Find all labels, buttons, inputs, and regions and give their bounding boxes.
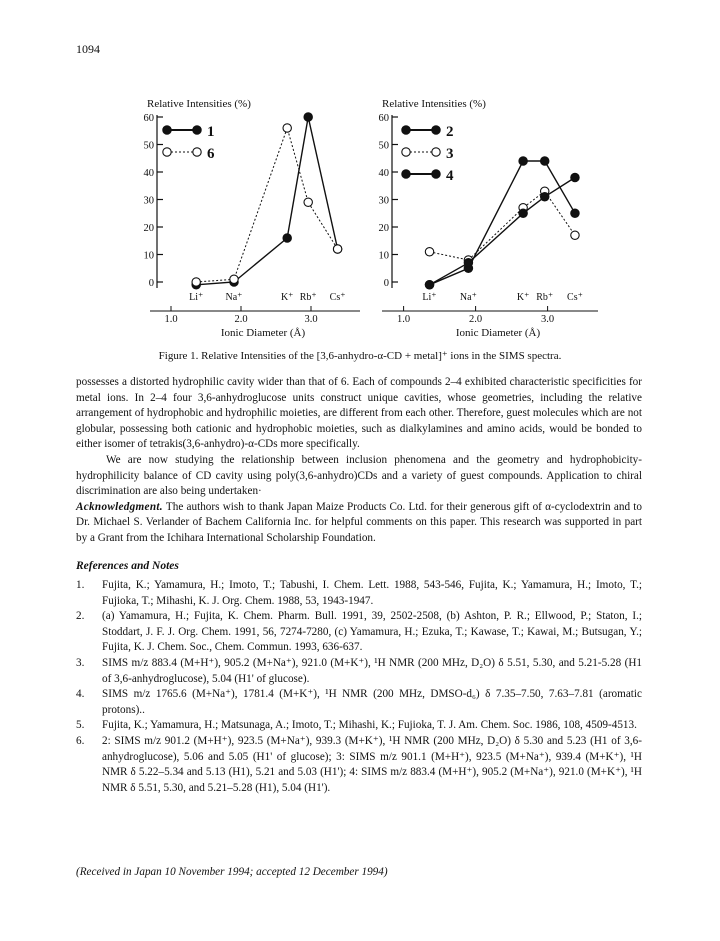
y-tick-label: 60 — [378, 113, 389, 124]
reference-text: SIMS m/z 883.4 (M+H⁺), 905.2 (M+Na⁺), 921.0 (M+K⁺), ¹H NMR (200 MHz, D₂O) δ 5.51, 5.30, and 5.21-5.28 (H1 of 3,6-anhydroglucose), 5.04 (H1' of glucose). — [102, 656, 642, 685]
figure-1 — [0, 0, 720, 370]
y-axis-label: Relative Intensities (%) — [147, 98, 251, 110]
data-point — [230, 275, 238, 283]
reference-item — [76, 718, 642, 734]
data-point — [571, 209, 579, 217]
y-tick-label: 40 — [143, 168, 154, 179]
x-tick-label: 3.0 — [304, 314, 318, 325]
legend-marker — [163, 126, 171, 134]
data-point — [304, 198, 312, 206]
references-list — [76, 578, 642, 796]
legend-label: 4 — [446, 168, 454, 184]
data-point — [333, 245, 341, 253]
x-axis-label: Ionic Diameter (Å) — [455, 327, 541, 339]
acknowledgment-text: The authors wish to thank Japan Maize Products Co. Ltd. for their generous gift of α-cyclodextrin and to Dr. Michael S. Verlander of Bachem California Inc. for helpful comments on this paper. This research was supported in part by a Grant from the Ichihara International Scholarship Foundation. — [76, 500, 642, 544]
y-tick-label: 10 — [143, 250, 154, 262]
reference-item — [76, 687, 642, 718]
cation-label: Na⁺ — [225, 292, 243, 303]
references-title: References and Notes — [76, 560, 179, 572]
reference-text: Fujita, K.; Yamamura, H.; Matsunaga, A.; Imoto, T.; Mihashi, K.; Fujioka, T. J. Am. Chem. Soc. 1986, 108, 4509-4513. — [102, 719, 637, 732]
cation-label: Rb⁺ — [299, 292, 317, 303]
reference-item — [76, 734, 642, 796]
y-axis-label: Relative Intensities (%) — [382, 98, 486, 110]
y-tick-label: 40 — [378, 168, 389, 179]
data-point — [425, 248, 433, 256]
reference-text: 2: SIMS m/z 901.2 (M+H⁺), 923.5 (M+Na⁺), 939.3 (M+K⁺), ¹H NMR (200 MHz, D₂O) δ 5.30 and 5.23 (H1 of 3,6-anhydroglucose), 5.06 and 5.05 (H1' of glucose); 3: SIMS m/z 901.1 (M+H⁺), 923.5 (M+Na⁺), 939.4 (M+K⁺), ¹H NMR δ 5.22–5.34 and 5.13 (H1), 5.21 and 5.03 (H1'); 4: SIMS m/z 883.4 (M+H⁺), 905.2 (M+Na⁺), 921.0 (M+K⁺), ¹H NMR δ 5.51, 5.30, and 5.21–5.28 (H1), 5.04 (H1'). — [102, 734, 642, 794]
reference-number: 5. — [76, 719, 85, 732]
cation-label: K⁺ — [280, 292, 294, 303]
reference-number: 1. — [76, 579, 85, 591]
legend-marker — [432, 148, 440, 156]
y-tick-label: 50 — [378, 140, 389, 152]
legend-marker — [432, 170, 440, 178]
x-tick-label: 2.0 — [234, 314, 248, 325]
data-point — [519, 209, 527, 217]
cation-label: Li⁺ — [189, 292, 204, 303]
legend-marker — [193, 126, 201, 134]
figure-caption: Figure 1. Relative Intensities of the [3,6-anhydro-α-CD + metal]⁺ ions in the SIMS spectra. — [158, 350, 562, 362]
data-point — [283, 124, 291, 132]
legend-marker — [402, 126, 410, 134]
cation-label: Cs⁺ — [329, 292, 346, 303]
x-axis-label: Ionic Diameter (Å) — [220, 327, 306, 339]
y-tick-label: 30 — [143, 195, 154, 207]
cation-label: K⁺ — [516, 292, 530, 303]
legend-marker — [193, 148, 201, 156]
legend-marker — [402, 148, 410, 156]
legend-marker — [163, 148, 171, 156]
x-tick-label: 2.0 — [469, 314, 483, 325]
paragraph: We are now studying the relationship between inclusion phenomena and the geometry and hydrophobicity-hydrophilicity balance of CD cavity using poly(3,6-anhydro)CDs and a variety of guest compounds. Application to chiral discrimination are also being undertaken· — [76, 453, 642, 498]
acknowledgment-title: Acknowledgment. — [76, 500, 163, 513]
reference-number: 2. — [76, 610, 85, 623]
reference-item — [76, 578, 642, 609]
data-point — [304, 113, 312, 121]
y-tick-label: 20 — [378, 223, 389, 234]
x-tick-label: 3.0 — [541, 314, 555, 325]
legend-label: 2 — [446, 124, 454, 140]
y-tick-label: 20 — [143, 223, 154, 234]
cation-label: Cs⁺ — [567, 292, 583, 303]
y-tick-label: 0 — [148, 278, 154, 289]
reference-number: 6. — [76, 734, 85, 747]
data-point — [192, 278, 200, 286]
data-point — [541, 193, 549, 201]
acknowledgment — [76, 500, 642, 547]
reference-number: 4. — [76, 688, 85, 701]
y-tick-label: 60 — [143, 113, 154, 124]
data-point — [541, 157, 549, 165]
cation-label: Li⁺ — [422, 292, 437, 303]
cation-label: Na⁺ — [459, 292, 477, 303]
data-point — [464, 259, 472, 267]
data-point — [425, 281, 433, 289]
legend-label: 6 — [207, 146, 215, 162]
y-tick-label: 10 — [378, 250, 389, 262]
x-tick-label: 1.0 — [164, 314, 178, 325]
cation-label: Rb⁺ — [536, 292, 554, 303]
data-point — [571, 231, 579, 239]
legend-label: 1 — [207, 124, 215, 140]
page-number: 1094 — [76, 42, 100, 56]
paragraph: possesses a distorted hydrophilic cavity wider than that of 6. Each of compounds 2–4 exhibited characteristic specificities for metal ions. In 2–4 four 3,6-anhydroglucose units construct unique cavities, whose geometries, including the relative arrangement of hydrophobic and hydrophilic moieties, are different from each other. Therefore, guest molecules which are not globular, possessing both cationic and hydrophobic moieties, such as dialkylamines and amino acids, would be bonded to either isomer of tetrakis(3,6-anhydro)-α-CDs more specifically. — [76, 376, 642, 451]
body-text — [76, 375, 642, 547]
y-tick-label: 30 — [378, 195, 389, 207]
x-tick-label: 1.0 — [397, 314, 411, 325]
y-tick-label: 50 — [143, 140, 154, 152]
legend-label: 3 — [446, 146, 454, 162]
data-point — [519, 157, 527, 165]
data-point — [571, 173, 579, 181]
reference-item — [76, 609, 642, 656]
legend-marker — [402, 170, 410, 178]
data-point — [283, 234, 291, 242]
reference-item — [76, 656, 642, 687]
series-line-1 — [196, 117, 337, 285]
legend-marker — [432, 126, 440, 134]
reference-text: (a) Yamamura, H.; Fujita, K. Chem. Pharm. Bull. 1991, 39, 2502-2508, (b) Ashton, P. R.; Ellwood, P.; Staton, I.; Stoddart, J. F. J. Org. Chem. 1991, 56, 7274-7280, (c) Yamamura, H.; Ezuka, T.; Kawase, T.; Kawai, M.; Butsugan, Y.; Fujita, K. J. Chem. Soc., Chem. Commun. 1993, 636-637. — [102, 610, 642, 654]
y-tick-label: 0 — [383, 278, 389, 289]
reference-text: SIMS m/z 1765.6 (M+Na⁺), 1781.4 (M+K⁺), ¹H NMR (200 MHz, DMSO-d₆) δ 7.35–7.50, 7.63–7.81 (aromatic protons).. — [102, 688, 642, 716]
received-date: (Received in Japan 10 November 1994; accepted 12 December 1994) — [76, 866, 388, 878]
reference-text: Fujita, K.; Yamamura, H.; Imoto, T.; Tabushi, I. Chem. Lett. 1988, 543-546, Fujita, K.; Yamamura, H.; Imoto, T.; Fujioka, T.; Mihashi, K. J. Org. Chem. 1988, 53, 1943-1947. — [102, 579, 642, 607]
series-line-4 — [430, 178, 576, 285]
reference-number: 3. — [76, 656, 85, 669]
